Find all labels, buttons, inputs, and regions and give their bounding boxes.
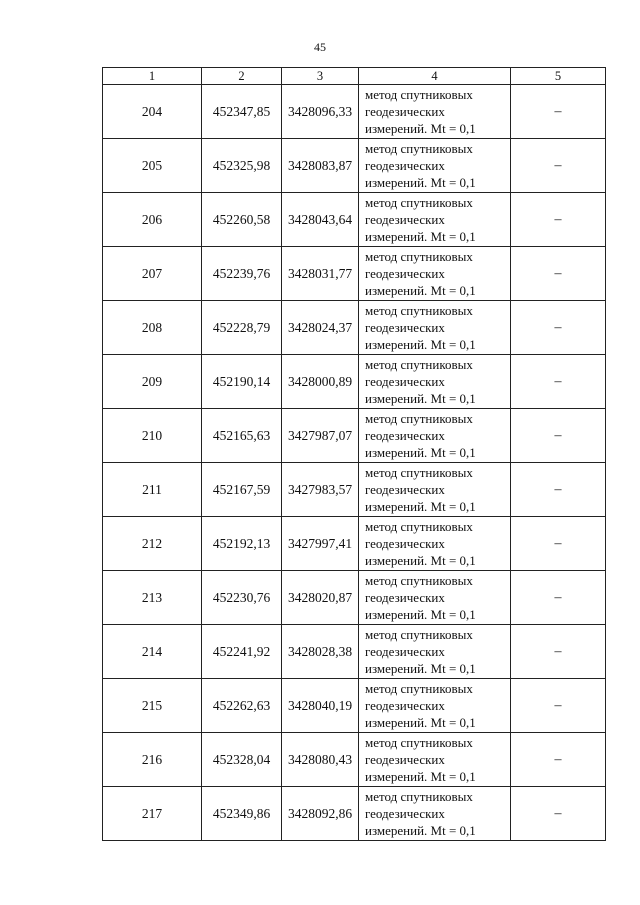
table-row [103,679,606,733]
method-line-3: измерений. Mt = 0,1 [365,337,476,352]
table-row [103,85,606,139]
method-description [359,517,511,571]
coordinate-y: 3428020,87 [282,571,359,625]
coordinate-x: 452347,85 [202,85,282,139]
page-number: 45 [314,40,326,54]
coordinate-y: 3427997,41 [282,517,359,571]
point-number: 217 [103,787,202,841]
method-description [359,355,511,409]
point-number: 213 [103,571,202,625]
method-line-1: метод спутниковых [365,249,473,264]
coordinate-y: 3427987,07 [282,409,359,463]
coordinate-x: 452228,79 [202,301,282,355]
coordinate-x: 452328,04 [202,733,282,787]
point-number: 211 [103,463,202,517]
coordinate-y: 3428083,87 [282,139,359,193]
method-line-3: измерений. Mt = 0,1 [365,715,476,730]
method-line-2: геодезических [365,158,445,173]
col5-value: – [511,679,606,733]
point-number: 215 [103,679,202,733]
method-line-1: метод спутниковых [365,141,473,156]
method-line-2: геодезических [365,320,445,335]
table-row [103,301,606,355]
method-line-3: измерений. Mt = 0,1 [365,769,476,784]
method-line-1: метод спутниковых [365,573,473,588]
coordinate-y: 3427983,57 [282,463,359,517]
method-description [359,787,511,841]
coordinate-x: 452165,63 [202,409,282,463]
col5-value: – [511,193,606,247]
table-body [103,85,606,841]
coordinate-y: 3428040,19 [282,679,359,733]
col5-value: – [511,247,606,301]
coordinate-x: 452239,76 [202,247,282,301]
method-line-2: геодезических [365,104,445,119]
coordinate-x: 452262,63 [202,679,282,733]
table-row [103,247,606,301]
col5-value: – [511,85,606,139]
coordinate-x: 452349,86 [202,787,282,841]
method-description [359,193,511,247]
col5-value: – [511,733,606,787]
method-line-1: метод спутниковых [365,411,473,426]
method-line-2: геодезических [365,428,445,443]
coordinate-x: 452230,76 [202,571,282,625]
coordinate-x: 452325,98 [202,139,282,193]
col5-value: – [511,625,606,679]
col5-value: – [511,409,606,463]
coordinate-x: 452241,92 [202,625,282,679]
method-description [359,733,511,787]
table-row [103,571,606,625]
method-description [359,625,511,679]
method-line-3: измерений. Mt = 0,1 [365,553,476,568]
method-description [359,85,511,139]
coordinate-x: 452192,13 [202,517,282,571]
coordinate-y: 3428024,37 [282,301,359,355]
table-row [103,409,606,463]
method-line-2: геодезических [365,212,445,227]
col5-value: – [511,463,606,517]
method-line-3: измерений. Mt = 0,1 [365,661,476,676]
coordinate-y: 3428000,89 [282,355,359,409]
col5-value: – [511,139,606,193]
coordinate-y: 3428031,77 [282,247,359,301]
method-line-1: метод спутниковых [365,681,473,696]
method-line-2: геодезических [365,536,445,551]
coordinate-x: 452190,14 [202,355,282,409]
method-line-3: измерений. Mt = 0,1 [365,607,476,622]
point-number: 210 [103,409,202,463]
method-line-3: измерений. Mt = 0,1 [365,121,476,136]
header-col-4: 4 [359,68,511,85]
method-description [359,301,511,355]
method-line-1: метод спутниковых [365,195,473,210]
method-line-3: измерений. Mt = 0,1 [365,283,476,298]
method-description [359,139,511,193]
coordinate-y: 3428096,33 [282,85,359,139]
table-row [103,625,606,679]
method-line-2: геодезических [365,698,445,713]
table-row [103,193,606,247]
coordinate-x: 452167,59 [202,463,282,517]
method-line-1: метод спутниковых [365,87,473,102]
point-number: 208 [103,301,202,355]
method-line-2: геодезических [365,590,445,605]
header-col-1: 1 [103,68,202,85]
method-line-2: геодезических [365,806,445,821]
method-line-2: геодезических [365,266,445,281]
method-line-1: метод спутниковых [365,465,473,480]
method-line-3: измерений. Mt = 0,1 [365,445,476,460]
header-col-3: 3 [282,68,359,85]
method-line-1: метод спутниковых [365,519,473,534]
col5-value: – [511,571,606,625]
table-row [103,787,606,841]
table-row [103,355,606,409]
method-line-1: метод спутниковых [365,627,473,642]
point-number: 212 [103,517,202,571]
point-number: 205 [103,139,202,193]
col5-value: – [511,355,606,409]
method-line-3: измерений. Mt = 0,1 [365,391,476,406]
method-line-3: измерений. Mt = 0,1 [365,175,476,190]
col5-value: – [511,787,606,841]
point-number: 214 [103,625,202,679]
method-line-1: метод спутниковых [365,735,473,750]
table-row [103,139,606,193]
method-line-1: метод спутниковых [365,789,473,804]
coordinates-table [102,67,606,841]
method-line-2: геодезических [365,374,445,389]
point-number: 204 [103,85,202,139]
coordinate-y: 3428080,43 [282,733,359,787]
header-col-2: 2 [202,68,282,85]
coordinate-x: 452260,58 [202,193,282,247]
method-line-2: геодезических [365,644,445,659]
method-description [359,463,511,517]
col5-value: – [511,301,606,355]
method-line-3: измерений. Mt = 0,1 [365,229,476,244]
method-line-2: геодезических [365,482,445,497]
col5-value: – [511,517,606,571]
coordinate-y: 3428092,86 [282,787,359,841]
table-row [103,463,606,517]
method-description [359,247,511,301]
header-col-5: 5 [511,68,606,85]
method-line-1: метод спутниковых [365,303,473,318]
point-number: 216 [103,733,202,787]
coordinate-y: 3428043,64 [282,193,359,247]
point-number: 207 [103,247,202,301]
method-line-1: метод спутниковых [365,357,473,372]
coordinate-y: 3428028,38 [282,625,359,679]
method-description [359,571,511,625]
method-line-3: измерений. Mt = 0,1 [365,499,476,514]
point-number: 209 [103,355,202,409]
table-row [103,517,606,571]
table-header-row [103,68,606,85]
method-line-3: измерений. Mt = 0,1 [365,823,476,838]
method-description [359,409,511,463]
table-row [103,733,606,787]
point-number: 206 [103,193,202,247]
method-description [359,679,511,733]
method-line-2: геодезических [365,752,445,767]
